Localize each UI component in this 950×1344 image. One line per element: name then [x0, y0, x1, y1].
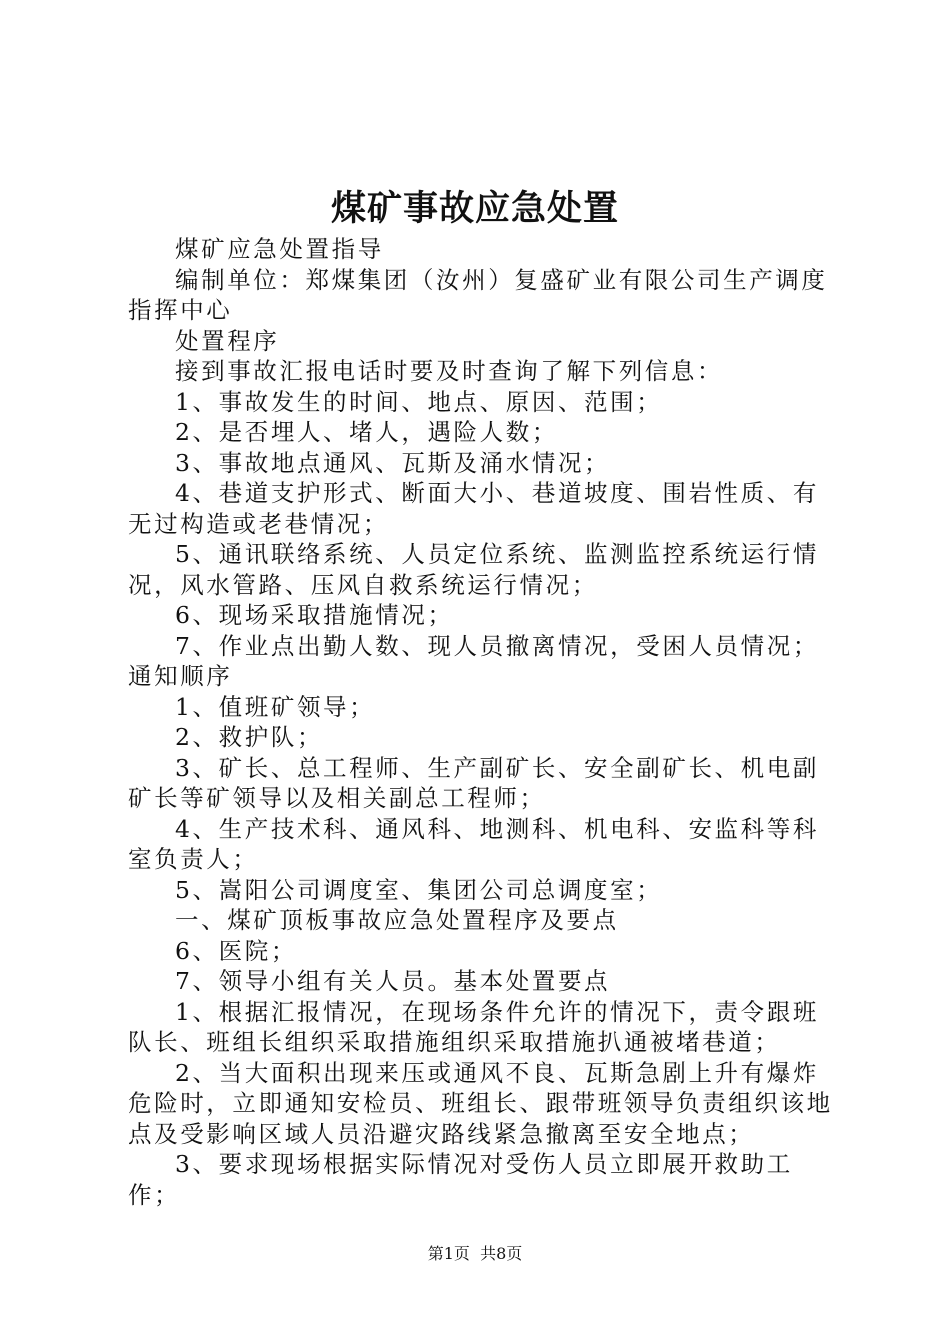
paragraph: 1、事故发生的时间、地点、原因、范围；: [175, 387, 663, 416]
paragraph: 4、巷道支护形式、断面大小、巷道坡度、围岩性质、有无过构造或老巷情况；: [128, 479, 819, 538]
paragraph: 4、生产技术科、通风科、地测科、机电科、安监科等科室负责人；: [128, 814, 819, 873]
paragraph: 6、医院；: [175, 936, 297, 965]
document-body: [128, 234, 838, 1210]
paragraph: 5、嵩阳公司调度室、集团公司总调度室；: [175, 875, 663, 904]
paragraph: 1、根据汇报情况，在现场条件允许的情况下，责令跟班队长、班组长组织采取措施组织采取措施扒通被堵巷道；: [128, 997, 819, 1056]
paragraph: 处置程序: [175, 326, 280, 355]
page-footer: [0, 1243, 950, 1265]
paragraph: 3、矿长、总工程师、生产副矿长、安全副矿长、机电副矿长等矿领导以及相关副总工程师；: [128, 753, 819, 812]
paragraph: 7、领导小组有关人员。基本处置要点: [175, 967, 611, 995]
paragraph: 5、通讯联络系统、人员定位系统、监测监控系统运行情况，风水管路、压风自救系统运行情况；: [128, 540, 819, 599]
paragraph: 一、煤矿顶板事故应急处置程序及要点: [175, 906, 619, 934]
paragraph: 2、救护队；: [175, 723, 324, 751]
page-total: 共8页: [480, 1244, 523, 1263]
paragraph: 接到事故汇报电话时要及时查询了解下列信息：: [175, 357, 724, 385]
paragraph: 1、值班矿领导；: [175, 692, 376, 721]
paragraph: 6、现场采取措施情况；: [175, 601, 454, 629]
paragraph: 煤矿应急处置指导: [175, 235, 384, 263]
page-number: 第1页: [427, 1244, 470, 1263]
paragraph: 7、作业点出勤人数、现人员撤离情况，受困人员情况；通知顺序: [128, 631, 819, 690]
paragraph: 2、是否埋人、堵人，遇险人数；: [175, 418, 558, 446]
paragraph: 2、当大面积出现来压或通风不良、瓦斯急剧上升有爆炸危险时，立即通知安检员、班组长、跟带班领导负责组织该地点及受影响区域人员沿避灾路线紧急撤离至安全地点；: [128, 1058, 833, 1148]
paragraph: 3、事故地点通风、瓦斯及涌水情况；: [175, 448, 611, 477]
document-title: 煤矿事故应急处置: [330, 188, 619, 229]
paragraph: 编制单位：郑煤集团（汝州）复盛矿业有限公司生产调度指挥中心: [128, 265, 828, 324]
paragraph: 3、要求现场根据实际情况对受伤人员立即展开救助工作；: [128, 1150, 793, 1209]
